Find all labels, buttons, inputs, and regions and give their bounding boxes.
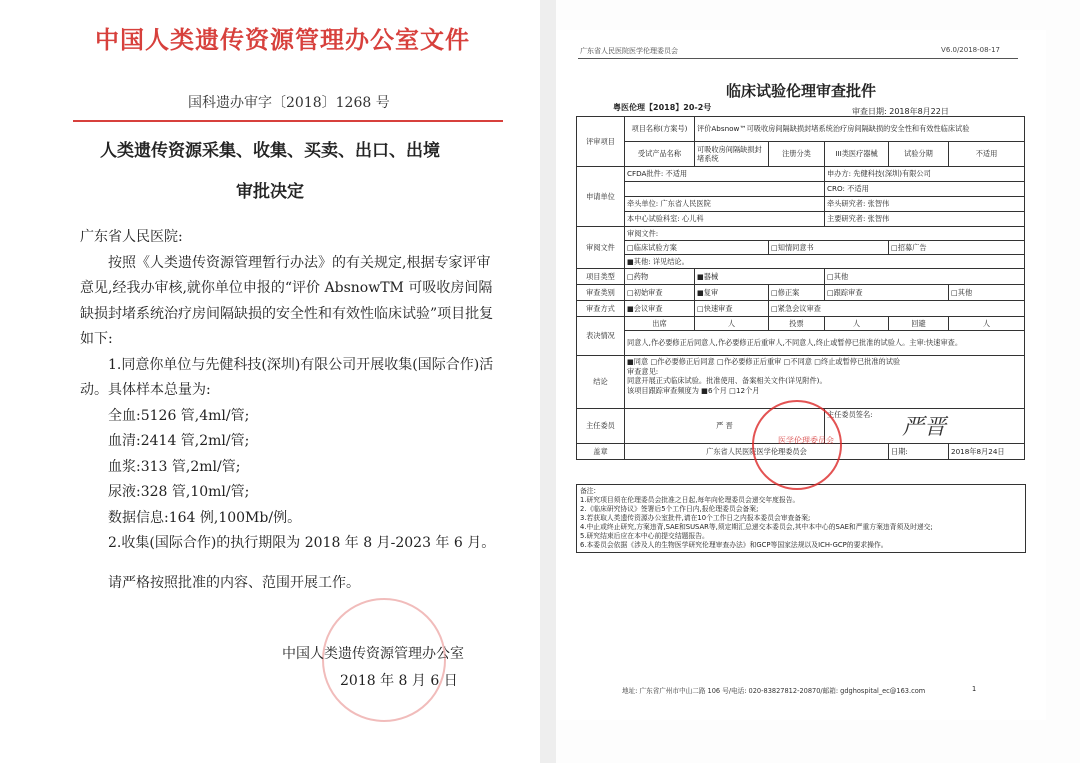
sample-line: 血清:2414 管,2ml/管; — [108, 433, 250, 449]
method-fast: □快速审查 — [695, 301, 769, 317]
project-name: 评价Absnow™可吸收房间隔缺损封堵系统治疗房间隔缺损的安全性和有效性临床试验 — [695, 117, 1025, 142]
cell-label: 受试产品名称 — [625, 142, 695, 167]
seal-organization: 广东省人民医院医学伦理委员会 — [625, 444, 889, 460]
table-row — [577, 285, 1025, 301]
product-name: 可吸收房间隔缺损封堵系统 — [695, 142, 769, 167]
table-row — [577, 182, 1025, 197]
header-version: V6.0/2018-08-17 — [941, 46, 1000, 54]
table-row — [577, 331, 1025, 356]
table-row — [577, 227, 1025, 241]
review-date: 审查日期: 2018年8月22日 — [852, 107, 949, 116]
red-divider — [73, 120, 503, 122]
reference-number: 粤医伦理【2018】20-2号 — [613, 103, 712, 112]
cell-label: 投票 — [769, 317, 825, 331]
chair-name: 严 晋 — [625, 409, 825, 444]
table-row — [577, 197, 1025, 212]
page-number: 1 — [972, 685, 977, 693]
department: 本中心试验科室: 心儿科 — [625, 212, 825, 227]
cell-label: 审查方式 — [577, 301, 625, 317]
cat-track: □跟踪审查 — [825, 285, 949, 301]
subtitle-decision: 审批决定 — [236, 182, 304, 202]
date-label: 日期: — [889, 444, 949, 460]
type-other: □其他 — [825, 269, 1025, 285]
table-row — [577, 117, 1025, 142]
header-divider — [578, 58, 1018, 59]
cell-label: 申请单位 — [577, 167, 625, 227]
empty-cell — [625, 182, 825, 197]
table-row — [577, 142, 1025, 167]
vote-count: 人 — [825, 317, 889, 331]
cell-label: 回避 — [889, 317, 949, 331]
approval-item: 2.收集(国际合作)的执行期限为 2018 年 8 月-2023 年 6 月。 — [108, 535, 496, 551]
attend-count: 人 — [695, 317, 769, 331]
header-org: 广东省人民医院医学伦理委员会 — [580, 47, 678, 55]
table-row — [577, 212, 1025, 227]
method-emergency: □紧急会议审查 — [769, 301, 1025, 317]
notes-section — [576, 484, 1026, 553]
signing-date: 2018 年 8 月 6 日 — [340, 673, 458, 689]
vote-details: 同意人,作必要修正后同意人,作必要修正后重审人,不同意人,终止或暂停已批准的试验人。主审:快速审查。 — [625, 331, 1025, 356]
phase: 不适用 — [949, 142, 1025, 167]
note-item: 6.本委员会依据《涉及人的生物医学研究伦理审查办法》和GCP等国家法规以及ICH-GCP的要求操作。 — [580, 541, 888, 549]
cfda: CFDA批件: 不适用 — [625, 167, 825, 182]
sample-line: 数据信息:164 例,100Mb/例。 — [108, 509, 302, 526]
table-row — [577, 269, 1025, 285]
cell-label: 试验分期 — [889, 142, 949, 167]
addressee: 广东省人民医院: — [80, 229, 183, 245]
note-item: 3.若获取人类遗传资源办公室批件,请在10个工作日之内报本委员会审查备案; — [580, 514, 811, 522]
doc-other: ■其他: 详见结论。 — [625, 255, 1025, 269]
cell-label: 审查类别 — [577, 285, 625, 301]
cat-re: ■复审 — [695, 285, 769, 301]
form-title: 临床试验伦理审查批件 — [725, 82, 876, 100]
docs-heading: 审阅文件: — [625, 227, 1025, 241]
footer-address: 地址: 广东省广州市中山二路 106 号/电话: 020-83827812-20870/邮箱: gdghospital_ec@163.com — [622, 687, 926, 695]
approval-item: 1.同意你单位与先健科技(深圳)有限公司开展收集(国际合作)活动。具体样本总量为: — [80, 356, 494, 398]
chair-signature-label: 主任委员签名: — [825, 409, 1025, 444]
note-item: 5.研究结束后应在本中心前提交结题报告。 — [580, 532, 709, 540]
cell-label: 项目类型 — [577, 269, 625, 285]
table-row — [577, 317, 1025, 331]
type-drug: □药物 — [625, 269, 695, 285]
doc-title: 中国人类遗传资源管理办公室文件 — [95, 25, 470, 54]
table-row — [577, 241, 1025, 255]
conclusion-options: ■同意 □作必要修正后同意 □作必要修正后重审 □不同意 □终止或暂停已批准的试验 — [627, 357, 901, 366]
lead-unit: 牵头单位: 广东省人民医院 — [625, 197, 825, 212]
handwritten-signature: 严晋 — [902, 415, 947, 440]
right-document — [556, 30, 1046, 720]
notes-title: 备注: — [580, 487, 596, 495]
doc-informed-consent: □知情同意书 — [769, 241, 889, 255]
sample-line: 尿液:328 管,10ml/管; — [108, 484, 250, 500]
sample-line: 全血:5126 管,4ml/管; — [108, 407, 250, 424]
date-value: 2018年8月24日 — [949, 444, 1025, 460]
tracking-frequency: 该项目跟踪审查频度为 ■6个月 □12个月 — [627, 385, 760, 395]
cell-label: 注册分类 — [769, 142, 825, 167]
closing-line: 请严格按照批准的内容、范围开展工作。 — [108, 574, 360, 591]
cat-amend: □修正案 — [769, 285, 825, 301]
cat-other: □其他 — [949, 285, 1025, 301]
cro: CRO: 不适用 — [825, 182, 1025, 197]
table-row — [577, 167, 1025, 182]
note-item: 2.《临床研究协议》签署后5个工作日内,报伦理委员会备案; — [580, 505, 759, 513]
cell-label: 表决情况 — [577, 317, 625, 356]
subtitle: 人类遗传资源采集、收集、买卖、出口、出境 — [100, 141, 440, 161]
review-opinion: 同意开展正式临床试验。批准使用、备案相关文件(详见附件)。 — [627, 376, 827, 385]
document-body — [80, 225, 500, 596]
review-opinion-label: 审查意见: — [627, 366, 659, 376]
cat-initial: □初始审查 — [625, 285, 695, 301]
cell-label: 结论 — [577, 356, 625, 409]
doc-number: 国科遗办审字〔2018〕1268 号 — [188, 95, 390, 111]
lead-pi: 牵头研究者: 张智伟 — [825, 197, 1025, 212]
main-pi: 主要研究者: 张智伟 — [825, 212, 1025, 227]
sample-line: 血浆:313 管,2ml/管; — [108, 458, 241, 475]
reg-class: III类医疗器械 — [825, 142, 889, 167]
conclusion — [625, 356, 1025, 409]
note-item: 1.研究项目须在伦理委员会批准之日起,每年向伦理委员会递交年度报告。 — [580, 496, 800, 504]
cell-label: 主任委员 — [577, 409, 625, 444]
note-item: 4.中止或终止研究,方案违背,SAE和SUSAR等,须定期汇总递交本委员会,其中本中心的SAE和严重方案违背须及时递交; — [580, 523, 933, 531]
cell-label: 审阅文件 — [577, 227, 625, 269]
doc-recruitment: □招募广告 — [889, 241, 1025, 255]
cell-label: 评审项目 — [577, 117, 625, 167]
page-gap — [540, 0, 556, 763]
seal-text: 医学伦理委员会 — [778, 436, 834, 445]
paragraph: 按照《人类遗传资源管理暂行办法》的有关规定,根据专家评审意见,经我办审核,就你单位申报的“评价 AbsnowTM 可吸收房间隔缺损封堵系统治疗房间隔缺损的安全性和有效性临床试验”项目批复如下: — [80, 254, 494, 347]
cell-label: 出席 — [625, 317, 695, 331]
cell-label: 盖章 — [577, 444, 625, 460]
signing-organization: 中国人类遗传资源管理办公室 — [282, 646, 464, 662]
cell-label: 项目名称(方案号) — [625, 117, 695, 142]
sponsor: 申办方: 先健科技(深圳)有限公司 — [825, 167, 1025, 182]
method-meeting: ■会议审查 — [625, 301, 695, 317]
table-row — [577, 255, 1025, 269]
recuse-count: 人 — [949, 317, 1025, 331]
doc-protocol: □临床试验方案 — [625, 241, 769, 255]
table-row — [577, 301, 1025, 317]
type-device: ■器械 — [695, 269, 825, 285]
